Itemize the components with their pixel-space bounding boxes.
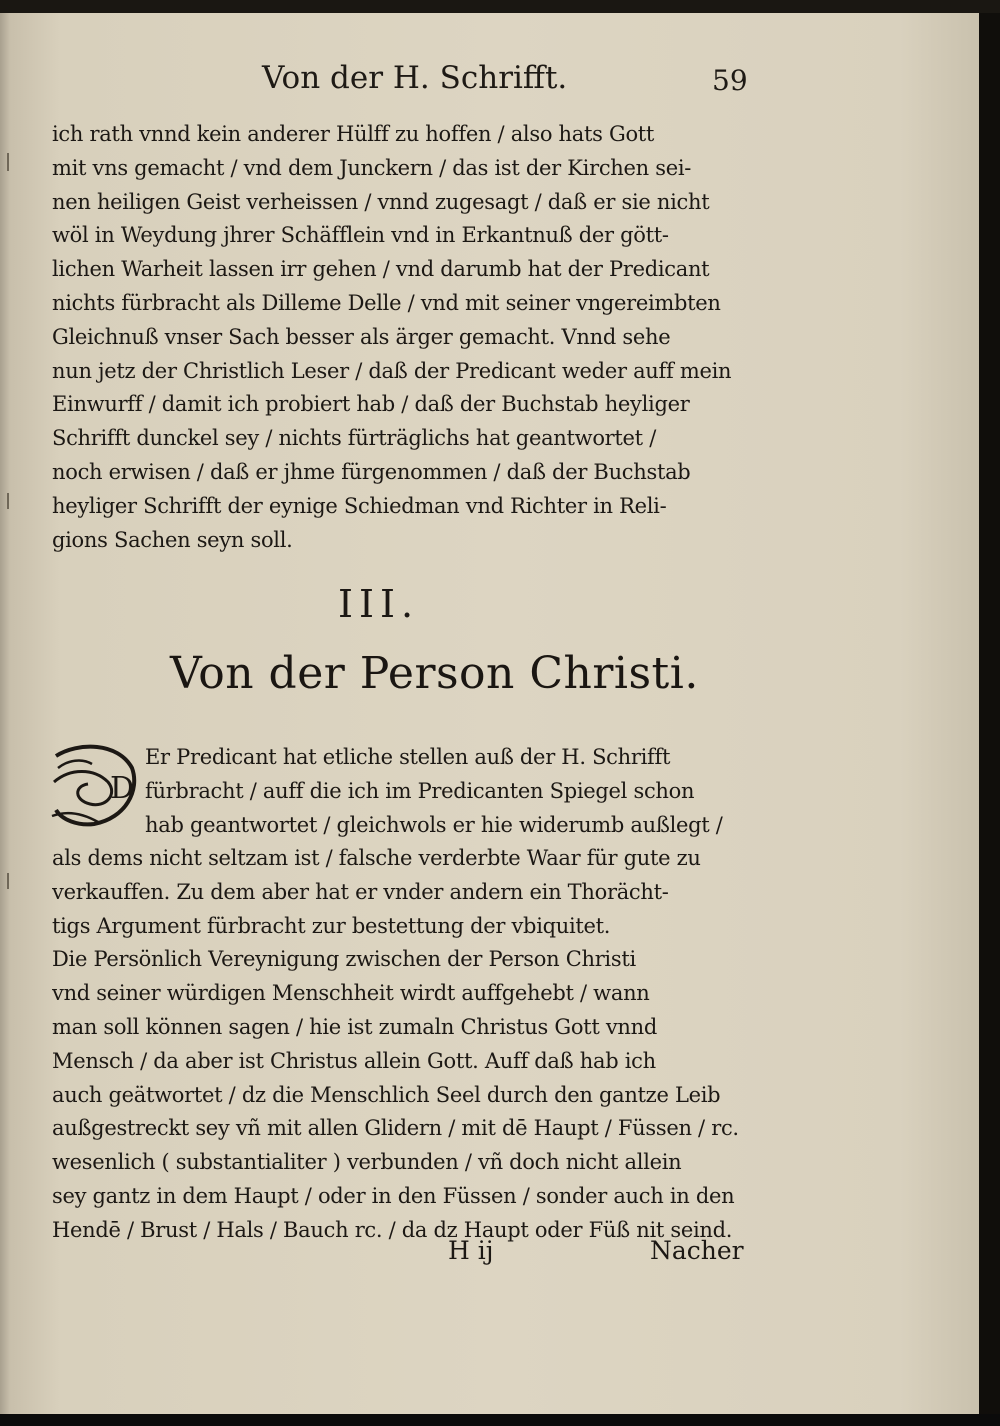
- catchword: Nacher: [650, 1236, 744, 1265]
- text-line: gions Sachen seyn soll.: [52, 527, 293, 552]
- text-line: hab geantwortet / gleichwols er hie widerumb außlegt /: [145, 812, 723, 837]
- text-line: Mensch / da aber ist Christus allein Gott. Auff daß hab ich: [52, 1048, 656, 1073]
- chapter-title: Von der Person Christi.: [170, 648, 699, 699]
- text-line: man soll können sagen / hie ist zumaln Christus Gott vnnd: [52, 1014, 657, 1039]
- text-line: Er Predicant hat etliche stellen auß der H. Schrifft: [145, 745, 671, 769]
- text-line: lichen Warheit lassen irr gehen / vnd darumb hat der Predicant: [52, 257, 710, 282]
- initial-letter: D: [110, 771, 135, 806]
- paragraph-opening: [145, 741, 755, 842]
- text-line: heyliger Schrifft der eynige Schiedman vnd Richter in Reli-: [52, 493, 667, 518]
- text-line: Gleichnuß vnser Sach besser als ärger gemacht. Vnnd sehe: [52, 324, 671, 349]
- text-line: sey gantz in dem Haupt / oder in den Füssen / sonder auch in den: [52, 1183, 735, 1208]
- text-line: Die Persönlich Vereynigung zwischen der Person Christi: [52, 947, 636, 972]
- text-line: ich rath vnnd kein anderer Hülff zu hoffen / also hats Gott: [52, 122, 655, 146]
- text-line: mit vns gemacht / vnd dem Junckern / das ist der Kirchen sei-: [52, 155, 692, 180]
- text-line: Schrifft dunckel sey / nichts fürträglichs hat geantwortet /: [52, 426, 656, 451]
- text-line: Einwurff / damit ich probiert hab / daß der Buchstab heyliger: [52, 392, 690, 417]
- text-line: fürbracht / auff die ich im Predicanten Spiegel schon: [145, 778, 695, 803]
- running-head: Von der H. Schrifft.: [262, 60, 568, 96]
- text-line: nichts fürbracht als Dilleme Delle / vnd mit seiner vngereimbten: [52, 290, 721, 315]
- text-line: noch erwisen / daß er jhme fürgenommen / daß der Buchstab: [52, 459, 691, 484]
- text-line: nen heiligen Geist verheissen / vnnd zugesagt / daß er sie nicht: [52, 189, 710, 214]
- text-line: Hendē / Brust / Hals / Bauch rc. / da dz Haupt oder Füß nit seind.: [52, 1217, 733, 1242]
- text-line: wesenlich ( substantialiter ) verbunden / vñ doch nicht allein: [52, 1150, 682, 1175]
- paragraph-body: [52, 842, 752, 1248]
- signature-mark: H ij: [448, 1236, 494, 1265]
- text-line: nun jetz der Christlich Leser / daß der Predicant weder auff mein: [52, 358, 732, 383]
- page-number: 59: [712, 64, 748, 97]
- text-line: tigs Argument fürbracht zur bestettung der vbiquitet.: [52, 913, 611, 938]
- paragraph-continued: [52, 118, 752, 557]
- text-line: außgestreckt sey vñ mit allen Glidern / mit dē Haupt / Füssen / rc.: [52, 1116, 739, 1141]
- text-line: als dems nicht seltzam ist / falsche verderbte Waar für gute zu: [52, 846, 701, 870]
- text-line: vnd seiner würdigen Menschheit wirdt auffgehebt / wann: [52, 981, 650, 1006]
- decorated-initial: [48, 738, 140, 830]
- scan-border-bottom: [0, 1414, 1000, 1426]
- gutter-shadow: [2, 113, 14, 1013]
- text-line: wöl in Weydung jhrer Schäfflein vnd in Erkantnuß der gött-: [52, 223, 669, 248]
- text-line: auch geätwortet / dz die Menschlich Seel durch den gantze Leib: [52, 1082, 721, 1107]
- scan-border-top: [0, 0, 1000, 13]
- scan-border-right: [979, 13, 1000, 1414]
- chapter-number: III.: [338, 582, 420, 626]
- text-line: verkauffen. Zu dem aber hat er vnder andern ein Thorächt-: [52, 879, 669, 904]
